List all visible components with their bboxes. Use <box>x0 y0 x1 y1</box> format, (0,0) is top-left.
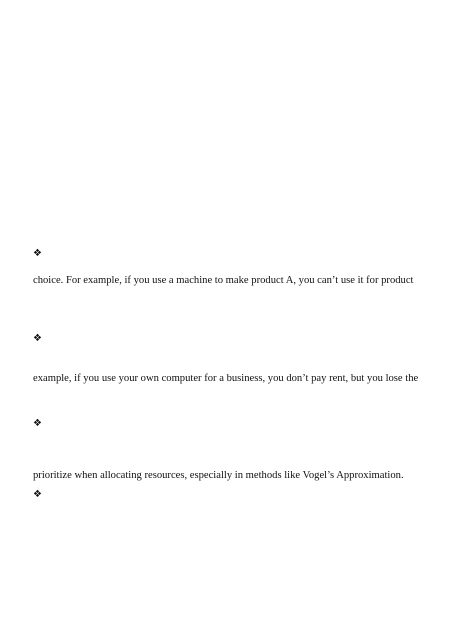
diamond-bullet-icon: ❖ <box>33 489 42 500</box>
diamond-bullet-icon: ❖ <box>33 418 42 429</box>
diamond-bullet-icon: ❖ <box>33 333 42 344</box>
text-line-2: example, if you use your own computer for a business, you don’t pay rent, but you lose the <box>33 373 419 384</box>
text-line-1: choice. For example, if you use a machine to make product A, you can’t use it for product <box>33 275 414 286</box>
diamond-bullet-icon: ❖ <box>33 248 42 259</box>
text-line-3: prioritize when allocating resources, especially in methods like Vogel’s Approximation. <box>33 470 404 481</box>
